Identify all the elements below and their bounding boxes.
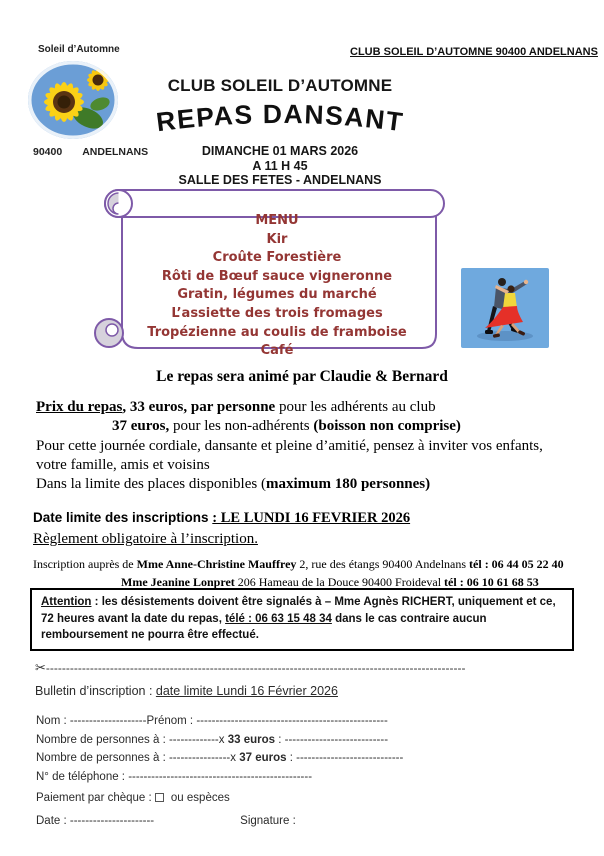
firstname-field: -------------------------------------------------- — [196, 715, 388, 727]
capacity-line: Dans la limite des places disponibles (maximum 180 personnes) — [36, 476, 431, 493]
cancellation-phone: télé : 06 63 15 48 34 — [225, 612, 332, 625]
menu-item: Gratin, légumes du marché — [177, 287, 377, 303]
count-33-row: Nombre de personnes à : -------------x 33 euros : --------------------------- — [36, 733, 389, 746]
menu-item: Café — [260, 343, 294, 359]
name-field: -------------------- — [69, 715, 147, 727]
cut-line — [35, 660, 466, 676]
count-37-field: ---------------- — [168, 752, 231, 764]
club-logo-caption: Soleil d’Automne — [38, 44, 120, 55]
signature-label: Signature : — [240, 814, 296, 827]
price-label: Prix du repas — [36, 399, 123, 415]
event-date: DIMANCHE 01 MARS 2026 — [201, 144, 359, 158]
menu-item: L’assiette des trois fromages — [171, 305, 383, 321]
deadline-section — [33, 510, 410, 548]
contact-line-1: Inscription auprès de Mme Anne-Christine Mauffrey 2, rue des étangs 90400 Andelnans tél : 06 44 05 22 40 — [33, 557, 564, 571]
dancers-image — [461, 268, 549, 348]
club-name-title: CLUB SOLEIL D’AUTOMNE — [167, 76, 393, 95]
invite-line-1: Pour cette journée cordiale, dansante et pleine d’amitié, pensez à inviter vos enfants, — [36, 437, 543, 454]
name-row: Nom : --------------------Prénom : -------------------------------------------------- — [36, 715, 388, 727]
bulletin-deadline: date limite Lundi 16 Février 2026 — [155, 684, 338, 698]
menu-heading: MENU — [255, 213, 299, 228]
bulletin-heading: Bulletin d’inscription : date limite Lundi 16 Février 2026 — [35, 684, 338, 698]
svg-text:REPAS DANSANT — [154, 99, 405, 137]
contact-line-2: Mme Jeanine Lonpret 206 Hameau de la Douce 90400 Froideval tél : 06 10 61 68 53 — [121, 574, 539, 589]
club-city: ANDELNANS — [82, 146, 149, 158]
count-33-field: ------------- — [168, 733, 219, 746]
total-33-field: --------------------------- — [284, 733, 389, 746]
menu — [112, 212, 442, 361]
menu-item: Croûte Forestière — [212, 250, 342, 266]
price-members-line: Prix du repas, 33 euros, par personne pour les adhérents au club — [36, 399, 436, 415]
price-nonmembers-line: 37 euros, pour les non-adhérents (boisson non comprise) — [112, 418, 461, 435]
event-title-arc — [110, 96, 450, 144]
date-field: ---------------------- — [69, 814, 155, 827]
attention-label: Attention — [41, 596, 92, 608]
header-club-title: CLUB SOLEIL D’AUTOMNE 90400 ANDELNANS — [350, 46, 598, 58]
invite-line-2: votre famille, amis et voisins — [36, 456, 210, 473]
cheque-checkbox — [155, 793, 164, 802]
menu-item: Rôti de Bœuf sauce vigneronne — [161, 268, 393, 284]
contact-phone-1: tél : 06 44 05 22 40 — [469, 557, 564, 571]
cut-dashes: --------------------------------------------------------------------------------------------------------- — [45, 661, 466, 675]
contact-name-2: Mme Jeanine Lonpret — [121, 574, 235, 589]
total-37-field: ---------------------------- — [296, 752, 404, 764]
contacts-section — [33, 556, 581, 591]
phone-row: N° de téléphone : ------------------------------------------------ — [36, 770, 313, 783]
event-venue: SALLE DES FETES - ANDELNANS — [178, 173, 382, 187]
contact-phone-2: tél : 06 10 61 68 53 — [444, 574, 539, 589]
phone-field: ------------------------------------------------ — [128, 770, 313, 783]
club-zip: 90400 — [33, 146, 63, 158]
reglement-line: Règlement obligatoire à l’inscription. — [33, 531, 258, 547]
attention-box: Attention : les désistements doivent être signalés à – Mme Agnès RICHERT, uniquement et ce, 72 heures avant la date du repas, télé : 06 63 15 48 34 dans le cas contraire aucun remboursement ne pourra être effectué. — [30, 588, 574, 651]
title-block — [80, 76, 480, 188]
deadline-line: Date limite des inscriptions : LE LUNDI 16 FEVRIER 2026 — [33, 510, 411, 526]
count-37-row: Nombre de personnes à : ----------------x 37 euros : ---------------------------- — [36, 752, 404, 764]
registration-form — [36, 712, 403, 830]
scissors-icon: ✂ — [35, 660, 46, 675]
menu-item: Tropézienne au coulis de framboise — [147, 324, 407, 340]
pricing-section — [36, 398, 584, 494]
contact-name-1: Mme Anne-Christine Mauffrey — [136, 557, 297, 571]
animation-line: Le repas sera animé par Claudie & Bernard — [156, 368, 448, 385]
event-title-text: REPAS DANSANT — [154, 98, 406, 138]
event-time: A 11 H 45 — [252, 158, 308, 173]
payment-row: Paiement par chèque : ou espèces — [36, 792, 230, 804]
menu-item: Kir — [266, 231, 288, 247]
date-signature-row: Date : ---------------------- Signature : — [36, 814, 296, 827]
